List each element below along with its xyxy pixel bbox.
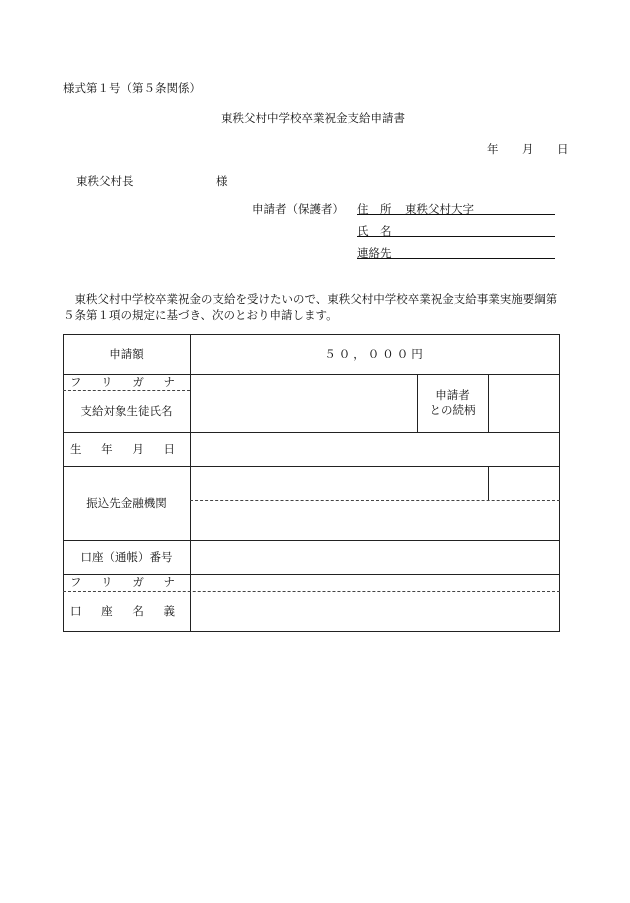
account-furigana-field[interactable]	[190, 574, 560, 591]
address-value: 東秩父村大字	[405, 202, 474, 216]
relation-label	[417, 374, 488, 432]
birthdate-field[interactable]	[190, 432, 560, 466]
birthdate-label: 生 年 月 日	[70, 441, 183, 456]
relation-label-line-1: 申請者	[435, 388, 470, 402]
applicant-label: 申請者（保護者）	[252, 202, 344, 216]
recipient-honorific: 様	[216, 174, 228, 188]
account-furigana-label: フ リ ガ ナ	[70, 575, 183, 589]
account-number-field[interactable]	[190, 540, 560, 574]
student-name-field[interactable]	[190, 390, 417, 432]
account-name-label: 口 座 名 義	[70, 604, 183, 618]
bank-name-field[interactable]	[190, 466, 488, 500]
student-furigana-field[interactable]	[190, 374, 417, 390]
date-day: 日	[557, 142, 569, 156]
bank-detail-field[interactable]	[190, 500, 560, 540]
form-number: 様式第１号（第５条関係）	[63, 81, 201, 95]
amount-label: 申請額	[109, 346, 144, 361]
form-title: 東秩父村中学校卒業祝金支給申請書	[221, 111, 405, 125]
contact-label: 連絡先	[357, 246, 392, 260]
bank-branch-field[interactable]	[488, 466, 560, 500]
name-label: 氏 名	[357, 224, 392, 238]
date-year: 年	[487, 142, 499, 156]
recipient-name: 東秩父村長	[76, 174, 134, 188]
date-month: 月	[522, 142, 534, 156]
bank-label: 振込先金融機関	[86, 495, 167, 510]
student-name-label: 支給対象生徒氏名	[80, 403, 173, 418]
body-text-line-2: ５条第１項の規定に基づき、次のとおり申請します。	[63, 308, 338, 322]
relation-field[interactable]	[488, 374, 560, 432]
relation-label-line-2: との続柄	[429, 403, 476, 417]
account-name-field[interactable]	[190, 591, 560, 632]
body-text-line-1: 東秩父村中学校卒業祝金の支給を受けたいので、東秩父村中学校卒業祝金支給事業実施要綱第	[63, 292, 558, 306]
student-furigana-label: フ リ ガ ナ	[70, 374, 183, 389]
amount-value: ５０，０００円	[324, 346, 426, 361]
account-number-label: 口座（通帳）番号	[80, 549, 173, 564]
address-label: 住 所	[357, 202, 392, 216]
